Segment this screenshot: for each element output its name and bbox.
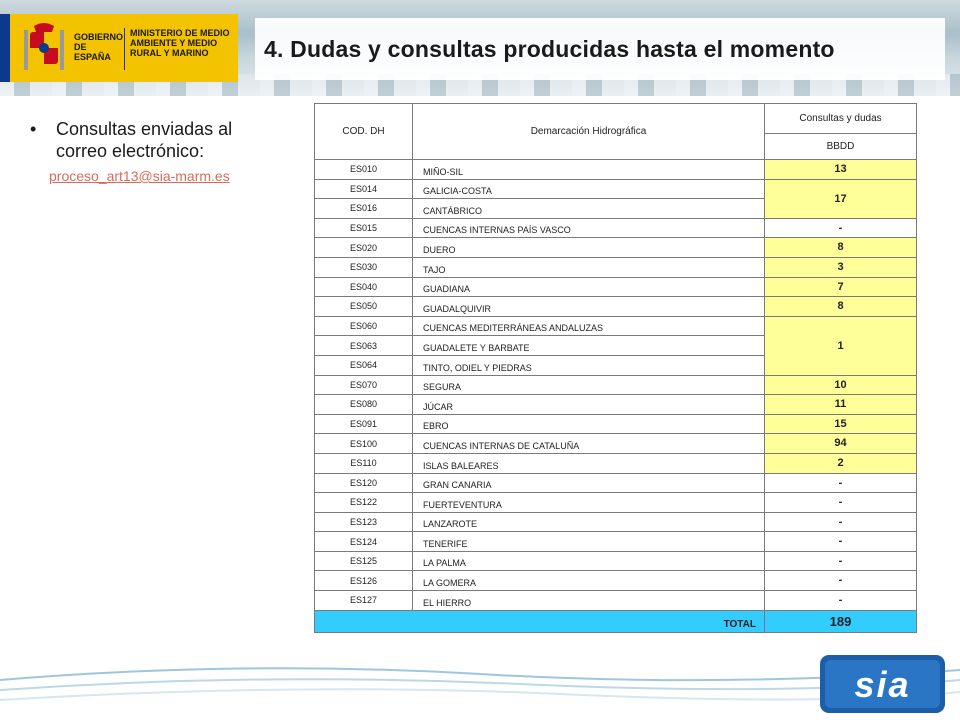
row-name: CUENCAS MEDITERRÁNEAS ANDALUZAS <box>413 316 765 336</box>
row-code: ES050 <box>315 297 413 317</box>
row-value: - <box>765 591 917 611</box>
table-row <box>315 257 917 277</box>
row-value: 2 <box>765 453 917 473</box>
logo-separator <box>124 28 125 70</box>
decorative-wave <box>0 660 960 720</box>
row-value: 8 <box>765 297 917 317</box>
row-name: GRAN CANARIA <box>413 473 765 493</box>
email-link[interactable]: proceso_art13@sia-marm.es <box>49 168 230 184</box>
total-value: 189 <box>765 610 917 632</box>
row-name: JÚCAR <box>413 395 765 415</box>
total-label: TOTAL <box>315 610 765 632</box>
row-name: EL HIERRO <box>413 591 765 611</box>
row-value: 94 <box>765 434 917 454</box>
row-code: ES015 <box>315 218 413 238</box>
row-value: - <box>765 493 917 513</box>
total-row <box>315 610 917 632</box>
table-row <box>315 238 917 258</box>
row-name: CUENCAS INTERNAS PAÍS VASCO <box>413 218 765 238</box>
row-value: - <box>765 512 917 532</box>
row-name: CUENCAS INTERNAS DE CATALUÑA <box>413 434 765 454</box>
government-text: GOBIERNO DE ESPAÑA <box>74 32 124 62</box>
row-code: ES125 <box>315 551 413 571</box>
bullet-text: Consultas enviadas al correo electrónico: <box>56 119 233 161</box>
header-bbdd: BBDD <box>765 134 917 160</box>
row-name: LANZAROTE <box>413 512 765 532</box>
row-code: ES014 <box>315 179 413 199</box>
table-row <box>315 434 917 454</box>
row-value: 7 <box>765 277 917 297</box>
government-logo <box>0 14 238 82</box>
row-code: ES122 <box>315 493 413 513</box>
row-value: 17 <box>765 179 917 218</box>
table-row <box>315 571 917 591</box>
row-name: LA PALMA <box>413 551 765 571</box>
row-value: 1 <box>765 316 917 375</box>
row-name: MIÑO-SIL <box>413 160 765 180</box>
header-consultas: Consultas y dudas <box>765 104 917 134</box>
row-name: GUADALETE Y BARBATE <box>413 336 765 356</box>
row-name: LA GOMERA <box>413 571 765 591</box>
row-name: EBRO <box>413 414 765 434</box>
row-name: GUADALQUIVIR <box>413 297 765 317</box>
table-row <box>315 551 917 571</box>
table-header-row <box>315 104 917 134</box>
row-code: ES010 <box>315 160 413 180</box>
ministry-text: MINISTERIO DE MEDIO AMBIENTE Y MEDIO RURAL Y MARINO <box>130 28 230 58</box>
row-value: - <box>765 218 917 238</box>
row-name: DUERO <box>413 238 765 258</box>
row-value: - <box>765 551 917 571</box>
table-row <box>315 218 917 238</box>
row-code: ES091 <box>315 414 413 434</box>
row-code: ES080 <box>315 395 413 415</box>
table-row <box>315 414 917 434</box>
header-code: COD. DH <box>315 104 413 160</box>
row-code: ES040 <box>315 277 413 297</box>
page-title: 4. Dudas y consultas producidas hasta el momento <box>264 36 835 62</box>
header-demarcacion: Demarcación Hidrográfica <box>413 104 765 160</box>
table-row <box>315 277 917 297</box>
row-value: 3 <box>765 257 917 277</box>
table-row <box>315 297 917 317</box>
row-name: CANTÁBRICO <box>413 199 765 219</box>
table-row <box>315 493 917 513</box>
sia-logo-text: sia <box>854 664 911 705</box>
row-code: ES030 <box>315 257 413 277</box>
table-row <box>315 395 917 415</box>
bullet-dot: • <box>30 119 37 139</box>
row-code: ES127 <box>315 591 413 611</box>
row-value: 11 <box>765 395 917 415</box>
table-row <box>315 591 917 611</box>
row-name: TENERIFE <box>413 532 765 552</box>
table-row <box>315 532 917 552</box>
row-code: ES124 <box>315 532 413 552</box>
row-code: ES110 <box>315 453 413 473</box>
row-code: ES060 <box>315 316 413 336</box>
table-row <box>315 473 917 493</box>
row-name: GALICIA-COSTA <box>413 179 765 199</box>
row-value: 15 <box>765 414 917 434</box>
row-code: ES063 <box>315 336 413 356</box>
row-code: ES123 <box>315 512 413 532</box>
row-name: ISLAS BALEARES <box>413 453 765 473</box>
row-value: 10 <box>765 375 917 395</box>
row-value: - <box>765 473 917 493</box>
table-row <box>315 160 917 180</box>
table-row <box>315 316 917 336</box>
row-name: GUADIANA <box>413 277 765 297</box>
row-code: ES120 <box>315 473 413 493</box>
row-code: ES070 <box>315 375 413 395</box>
coat-of-arms-icon <box>22 22 66 76</box>
table-row <box>315 512 917 532</box>
consultas-table <box>314 103 917 633</box>
row-code: ES016 <box>315 199 413 219</box>
table-row <box>315 179 917 199</box>
row-code: ES064 <box>315 355 413 375</box>
sia-logo <box>820 655 945 713</box>
table-row <box>315 375 917 395</box>
row-name: SEGURA <box>413 375 765 395</box>
table-row <box>315 453 917 473</box>
row-value: - <box>765 532 917 552</box>
row-value: 8 <box>765 238 917 258</box>
row-name: TAJO <box>413 257 765 277</box>
row-value: 13 <box>765 160 917 180</box>
eu-flag-stripe <box>0 14 10 82</box>
row-name: TINTO, ODIEL Y PIEDRAS <box>413 355 765 375</box>
row-name: FUERTEVENTURA <box>413 493 765 513</box>
row-code: ES126 <box>315 571 413 591</box>
sia-logo-inner <box>825 660 940 708</box>
row-code: ES020 <box>315 238 413 258</box>
row-value: - <box>765 571 917 591</box>
row-code: ES100 <box>315 434 413 454</box>
